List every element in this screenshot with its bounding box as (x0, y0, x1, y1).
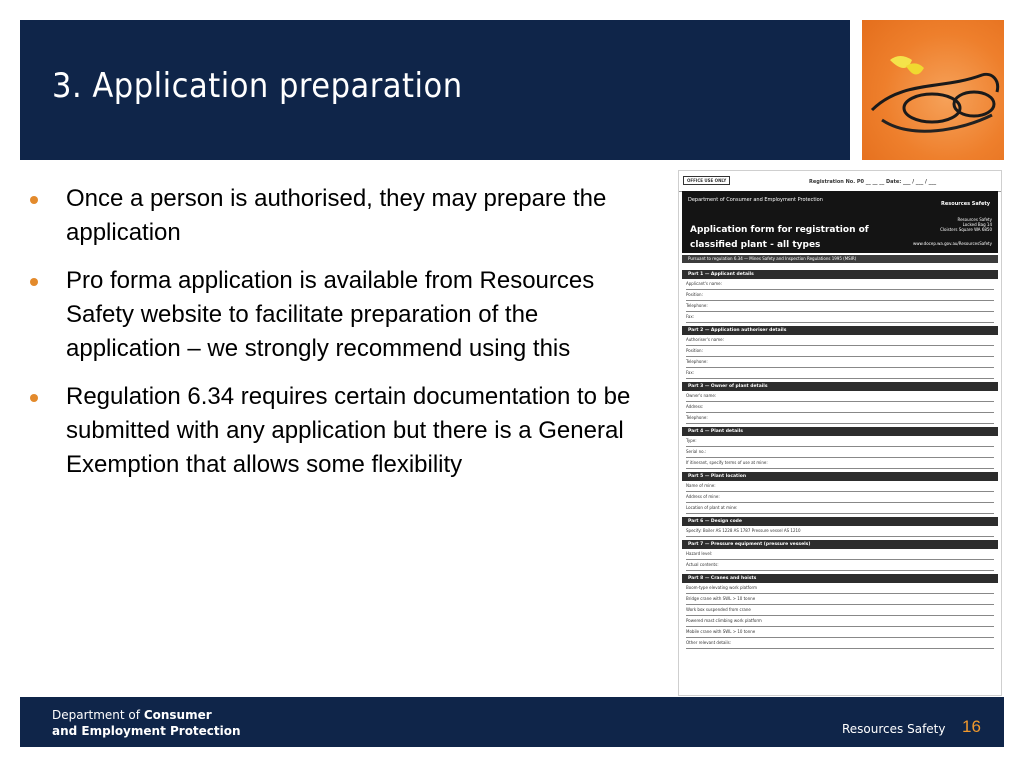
form-section-heading: Part 8 — Cranes and hoists (682, 574, 998, 583)
footer-brand: Resources Safety (842, 722, 946, 736)
form-logo: Resources Safety (941, 201, 990, 207)
bullet-dot-icon (30, 278, 38, 286)
registration-number: Registration No. P0 __ __ __ Date: ___ / ___ / ___ (809, 179, 937, 185)
form-field-line: Owner's name: (686, 391, 994, 402)
bullet-dot-icon (30, 394, 38, 402)
bullet-text: Once a person is authorised, they may prepare the application (66, 185, 607, 246)
bullet-item (28, 182, 648, 250)
form-section-heading: Part 2 — Application authoriser details (682, 326, 998, 335)
form-field-line: Address: (686, 402, 994, 413)
form-field-line: Telephone: (686, 413, 994, 424)
footer-bar (20, 697, 1004, 747)
form-field-line: Actual contents: (686, 560, 994, 571)
form-field-line: Name of mine: (686, 481, 994, 492)
form-section-heading: Part 3 — Owner of plant details (682, 382, 998, 391)
safety-glasses-image (862, 20, 1004, 160)
form-subtitle: Pursuant to regulation 6.34 — Mines Safety and Inspection Regulations 1995 (MSIR) (682, 255, 998, 263)
footer-dept-name (52, 707, 241, 739)
form-field-line: Fax: (686, 368, 994, 379)
footer-dept-bold1: Consumer (143, 708, 212, 722)
office-use-label: OFFICE USE ONLY (683, 176, 730, 185)
page-number: 16 (962, 717, 981, 736)
form-field-line: Other relevant details: (686, 638, 994, 649)
form-field-line: Bridge crane with SWL > 10 tonne (686, 594, 994, 605)
form-section-heading: Part 1 — Applicant details (682, 270, 998, 279)
form-field-line: Boom-type elevating work platform (686, 583, 994, 594)
form-field-line: If itinerant, specify terms of use at mine: (686, 458, 994, 469)
form-field-line: Position: (686, 346, 994, 357)
form-field-line: Telephone: (686, 301, 994, 312)
form-title-line2: classified plant - all types (690, 240, 821, 250)
form-dept: Department of Consumer and Employment Protection (688, 197, 823, 203)
bullet-item (28, 264, 648, 366)
bullet-item (28, 380, 648, 482)
form-field-line: Position: (686, 290, 994, 301)
form-address: Resources Safety Locked Bag 14 Cloisters Square WA 6850 (940, 217, 992, 232)
form-section-heading: Part 6 — Design code (682, 517, 998, 526)
form-header (682, 191, 998, 253)
form-field-line: Authoriser's name: (686, 335, 994, 346)
footer-dept-prefix: Department of (52, 708, 144, 722)
form-field-line: Fax: (686, 312, 994, 323)
form-website: www.docep.wa.gov.au/ResourcesSafety (912, 241, 992, 246)
form-field-line: Type: (686, 436, 994, 447)
form-section-heading: Part 4 — Plant details (682, 427, 998, 436)
form-sections (682, 267, 998, 649)
form-title (690, 223, 869, 253)
slide-title: 3. Application preparation (52, 66, 463, 106)
form-top-strip (679, 171, 1001, 192)
form-title-line1: Application form for registration of (690, 225, 869, 235)
form-section-heading: Part 7 — Pressure equipment (pressure vessels) (682, 540, 998, 549)
form-field-line: Specify: Boiler AS 1228 AS 1787 Pressure vessel AS 1210 (686, 526, 994, 537)
safety-glasses-photo (862, 20, 1004, 160)
form-field-line: Serial no.: (686, 447, 994, 458)
bullet-text: Regulation 6.34 requires certain documentation to be submitted with any application but there is a General Exemption that allows some flexibility (66, 383, 631, 478)
footer-dept-bold2: and Employment Protection (52, 724, 241, 738)
bullet-list (28, 182, 648, 496)
form-field-line: Applicant's name: (686, 279, 994, 290)
bullet-text: Pro forma application is available from Resources Safety website to facilitate preparation of the application – we strongly recommend using this (66, 267, 595, 362)
form-field-line: Telephone: (686, 357, 994, 368)
application-form-image (678, 170, 1002, 696)
form-section-heading: Part 5 — Plant location (682, 472, 998, 481)
form-field-line: Work box suspended from crane (686, 605, 994, 616)
form-field-line: Location of plant at mine: (686, 503, 994, 514)
form-field-line: Hazard level: (686, 549, 994, 560)
form-field-line: Powered mast climbing work platform (686, 616, 994, 627)
form-field-line: Address of mine: (686, 492, 994, 503)
bullet-dot-icon (30, 196, 38, 204)
form-field-line: Mobile crane with SWL > 10 tonne (686, 627, 994, 638)
